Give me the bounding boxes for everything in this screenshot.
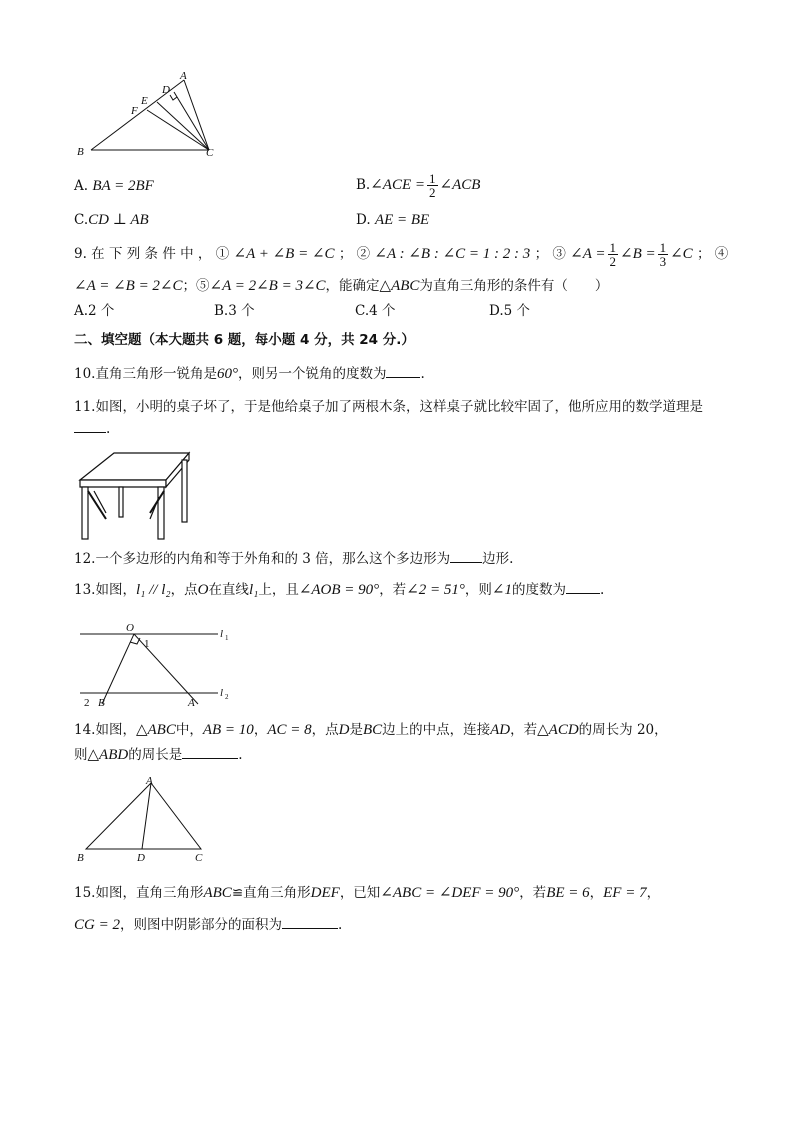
fraction: $\frac{1}{2}$ bbox=[429, 171, 436, 200]
q11-line-1: 11.如图，小明的桌子坏了，于是他给桌子加了两根木条，这样桌子就比较牢固了，他所应用的数学道理是 bbox=[74, 399, 703, 415]
q9-option-c: C.4 个 bbox=[355, 303, 396, 319]
triangle-figure-q8 bbox=[74, 70, 234, 162]
section-title: 二、填空题（本大题共 6 题，每小题 4 分，共 24 分.） bbox=[74, 332, 415, 348]
svg-text:1: 1 bbox=[225, 634, 229, 642]
q9-option-a: A.2 个 bbox=[74, 303, 115, 319]
answer-blank[interactable] bbox=[182, 746, 238, 759]
q8-option-c: C.CD ⊥ AB bbox=[74, 212, 149, 228]
q8-option-a: A. BA = 2BF bbox=[74, 178, 154, 194]
svg-text:A: A bbox=[146, 775, 153, 787]
triangle-figure-q14 bbox=[74, 775, 214, 867]
svg-text:D: D bbox=[137, 852, 145, 864]
svg-text:l: l bbox=[220, 628, 224, 640]
answer-blank[interactable] bbox=[386, 365, 420, 378]
q15-line-1: 15.如图，直角三角形ABC≌直角三角形DEF，已知∠ABC = ∠DEF = 90°，若BE = 6，EF = 7， bbox=[74, 885, 661, 901]
answer-blank[interactable] bbox=[450, 550, 482, 563]
label-A: A bbox=[180, 70, 187, 82]
svg-text:2: 2 bbox=[84, 697, 90, 709]
q8-option-d: D. AE = BE bbox=[356, 212, 430, 228]
q9-line-1: 9. 在 下 列 条 件 中 ， ① ∠A + ∠B = ∠C ； ② ∠A : ∠B : ∠C = 1 : 2 : 3 ； ③ ∠A = $\frac{1}{2}$ ∠B = $\frac{1}{3}$ ∠C ； ④ bbox=[74, 240, 729, 269]
answer-blank[interactable] bbox=[282, 916, 338, 929]
svg-text:B: B bbox=[98, 697, 105, 709]
q14-line-1: 14.如图，△ABC中，AB = 10，AC = 8，点D是BC边上的中点，连接AD，若△ACD的周长为 20， bbox=[74, 722, 668, 738]
q12: 12.一个多边形的内角和等于外角和的 3 倍，那么这个多边形为 边形. bbox=[74, 551, 514, 567]
svg-text:2: 2 bbox=[225, 693, 229, 701]
label-B: B bbox=[77, 146, 84, 158]
q13: 13.如图，l₁ // l₂，点O在直线l₁上，且∠AOB = 90°，若∠2 = 51°，则∠1的度数为 . bbox=[74, 582, 605, 598]
label-C: C bbox=[206, 147, 214, 159]
svg-text:l: l bbox=[220, 687, 224, 699]
table-figure bbox=[74, 447, 194, 542]
q14-line-2: 则△ABD的周长是 . bbox=[74, 747, 243, 763]
parallel-lines-figure bbox=[74, 620, 244, 712]
answer-blank[interactable] bbox=[74, 420, 106, 433]
svg-text:1: 1 bbox=[144, 638, 150, 650]
q15-line-2: CG = 2，则图中阴影部分的面积为 . bbox=[74, 917, 343, 933]
svg-text:A: A bbox=[188, 697, 195, 709]
svg-text:O: O bbox=[126, 622, 134, 634]
q9-option-d: D.5 个 bbox=[489, 303, 531, 319]
label-F: F bbox=[131, 105, 138, 117]
label-D: D bbox=[162, 84, 170, 96]
svg-text:C: C bbox=[195, 852, 203, 864]
label-E: E bbox=[141, 95, 148, 107]
answer-blank[interactable] bbox=[566, 581, 600, 594]
q10: 10.直角三角形一锐角是60°，则另一个锐角的度数为 . bbox=[74, 366, 425, 382]
svg-text:B: B bbox=[77, 852, 84, 864]
q9-option-b: B.3 个 bbox=[214, 303, 255, 319]
q9-line-2: ∠A = ∠B = 2∠C；⑤∠A = 2∠B = 3∠C，能确定△ABC为直角三角形的条件有（ ） bbox=[74, 278, 609, 294]
q11-line-2: . bbox=[74, 420, 110, 438]
q8-option-b: B.∠ACE = $\frac{1}{2}$ ∠ACB bbox=[356, 171, 481, 200]
